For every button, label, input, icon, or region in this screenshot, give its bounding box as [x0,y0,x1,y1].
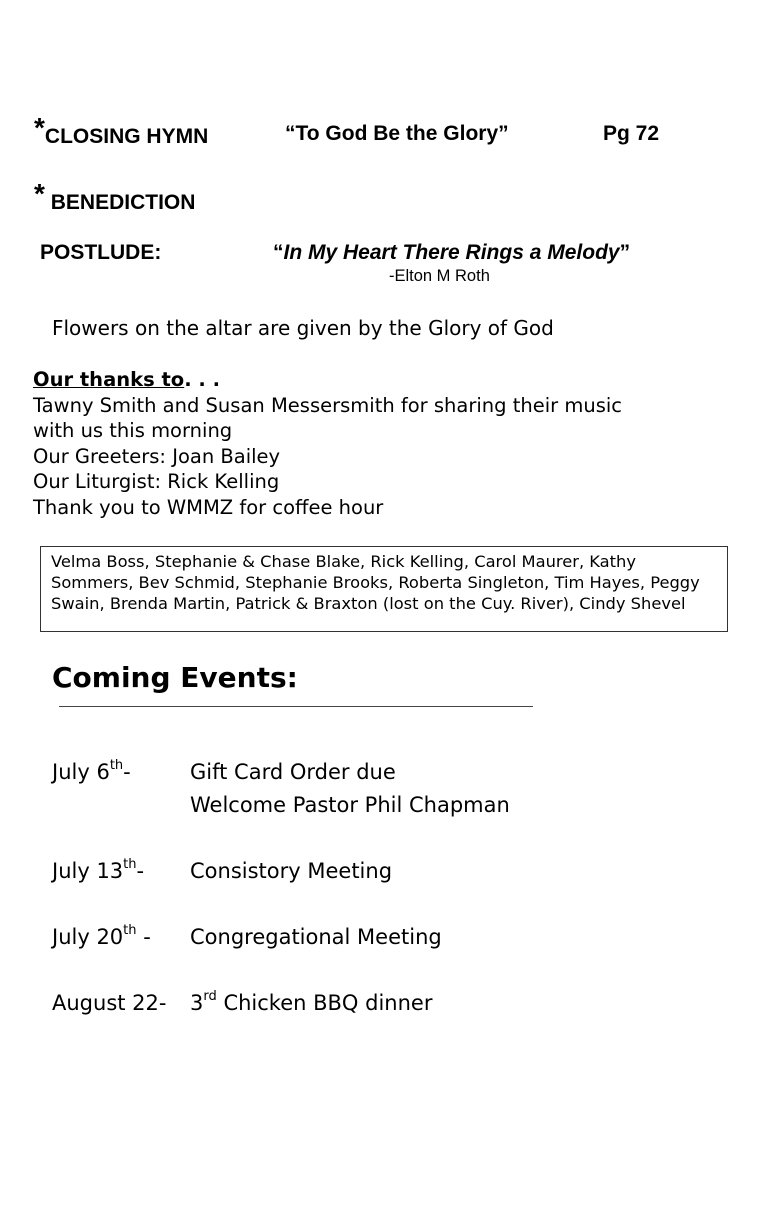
event-description: Welcome Pastor Phil Chapman [190,793,510,817]
event-description-text: Chicken BBQ dinner [216,991,433,1015]
event-date-sup: th [123,857,137,873]
coming-events-title: Coming Events: [52,661,298,694]
asterisk-marker: * [34,178,45,209]
event-description: Gift Card Order due [190,760,396,784]
thanks-line: Tawny Smith and Susan Messersmith for sharing their music [33,393,623,417]
event-description: Consistory Meeting [190,859,393,883]
coming-events-divider [59,706,533,707]
event-description: Congregational Meeting [190,925,442,949]
event-date-suffix: - [123,760,131,784]
event-description [190,991,432,1015]
event-date-text: July 20 [52,925,124,949]
event-ordinal-sup: rd [203,989,217,1005]
closing-hymn-row [34,112,209,150]
postlude-title-text: In My Heart There Rings a Melody [283,241,620,264]
event-date [52,925,151,949]
thanks-line: Thank you to WMMZ for coffee hour [33,495,384,519]
event-date: August 22- [52,991,167,1015]
benediction-label: BENEDICTION [50,191,196,214]
postlude-title [273,241,630,265]
thanks-section [33,367,733,520]
prayer-list-box: Velma Boss, Stephanie & Chase Blake, Rick Kelling, Carol Maurer, Kathy Sommers, Bev Schmid, Stephanie Brooks, Roberta Singleton, Tim Hayes, Peggy Swain, Brenda Martin, Patrick & Braxton (lost on the Cuy. River), Cindy Shevel [40,546,728,632]
flowers-note: Flowers on the altar are given by the Glory of God [52,316,554,340]
benediction-row [34,178,196,216]
thanks-line: Our Liturgist: Rick Kelling [33,470,280,493]
closing-hymn-title: “To God Be the Glory” [285,122,509,145]
event-date [52,760,131,784]
thanks-line: with us this morning [33,419,233,442]
event-date [52,859,144,883]
event-ordinal: 3 [190,991,204,1015]
event-date-sup: th [123,923,137,939]
thanks-heading-ellipsis: . . . [184,368,221,391]
postlude-label: POSTLUDE: [40,241,162,264]
postlude-composer: -Elton M Roth [389,267,490,285]
event-date-text: July 6 [52,760,110,784]
closing-hymn-page: Pg 72 [603,122,660,145]
thanks-line: Our Greeters: Joan Bailey [33,444,281,468]
thanks-heading [33,367,733,393]
event-date-text: July 13 [52,859,124,883]
closing-hymn-label: CLOSING HYMN [44,125,209,148]
thanks-heading-text: Our thanks to [33,368,185,391]
close-quote: ” [619,241,631,264]
event-date-suffix: - [136,925,151,949]
asterisk-marker: * [34,112,45,143]
event-date-suffix: - [136,859,145,883]
event-date-sup: th [109,758,124,774]
open-quote: “ [273,241,284,264]
